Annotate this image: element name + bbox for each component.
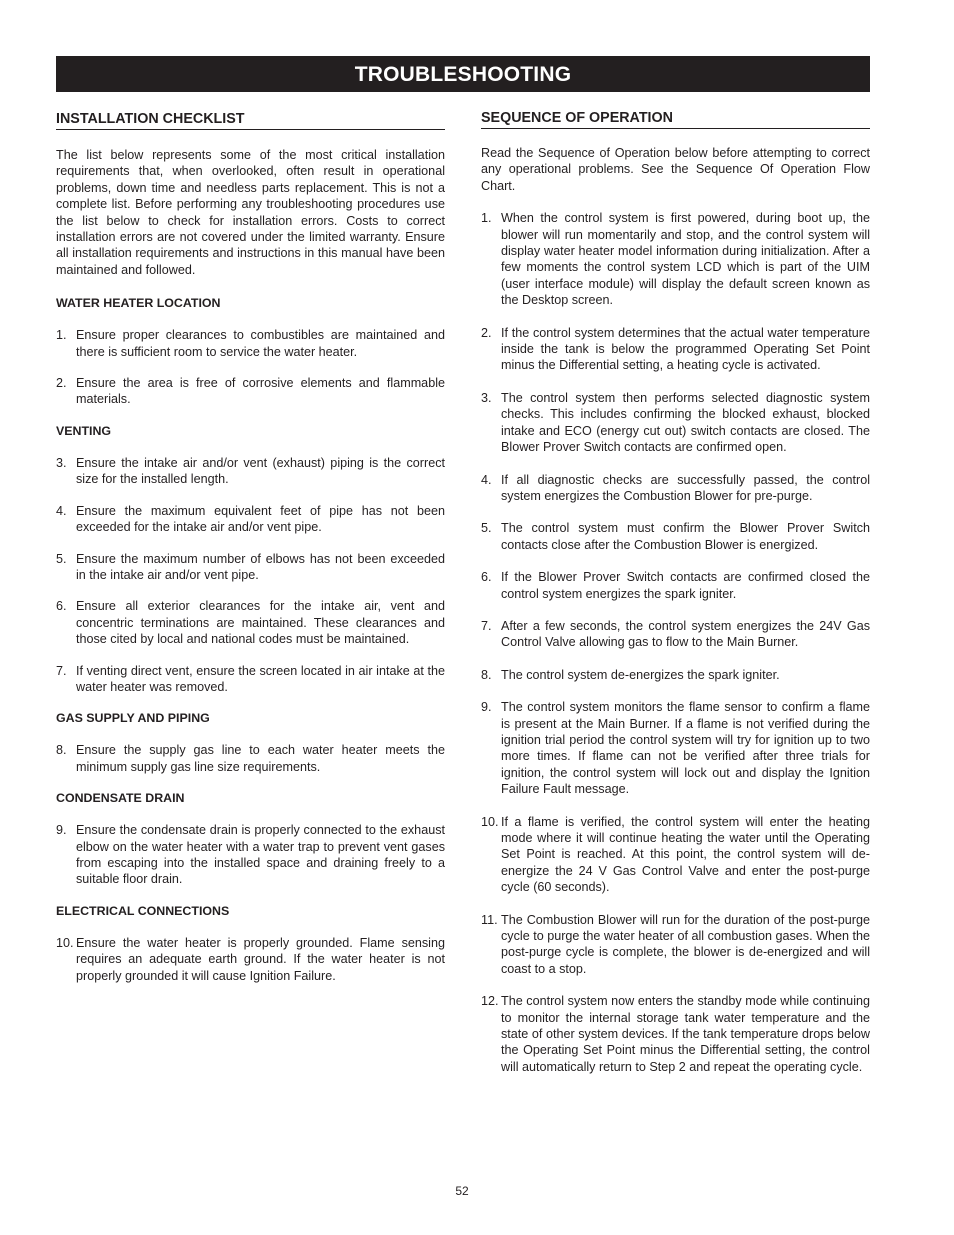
page-title: TROUBLESHOOTING [354, 63, 572, 86]
step-number: 5. [481, 521, 492, 536]
step-text: The control system must confirm the Blower Prover Switch contacts close after the Combustion Blower is energized. [501, 521, 870, 552]
item-number: 6. [56, 599, 67, 614]
condensate-drain-heading: CONDENSATE DRAIN [56, 791, 185, 806]
item-text: Ensure the maximum number of elbows has not been exceeded in the intake air and/or vent pipe. [76, 551, 445, 582]
sequence-steps-list [481, 210, 870, 1075]
item-text: Ensure the intake air and/or vent (exhaust) piping is the correct size for the installed length. [76, 455, 445, 487]
sequence-of-operation-intro: Read the Sequence of Operation below before attempting to correct any operational problems. See the Sequence Of Operation Flow Chart. [481, 146, 870, 193]
item-text: Ensure proper clearances to combustibles are maintained and there is sufficient room to service the water heater. [76, 328, 445, 359]
step-text: The control system de-energizes the spark igniter. [501, 667, 780, 682]
page-number: 52 [455, 1184, 469, 1198]
item-text: Ensure the condensate drain is properly connected to the exhaust elbow on the water heater with a water trap to prevent vent gases from escaping into the installed space and draining freely to a suitable floor drain. [76, 823, 445, 887]
item-text: Ensure all exterior clearances for the intake air, vent and concentric terminations are maintained. These clearances and those cited by local and national codes must be maintained. [76, 599, 445, 647]
checklist-item [56, 598, 445, 647]
step-text: If the control system determines that the actual water temperature inside the tank is below the programmed Operating Set Point minus the Differential setting, a heating cycle is activated. [501, 325, 870, 373]
step-text: If all diagnostic checks are successfully passed, the control system energizes the Combustion Blower for pre-purge. [501, 472, 870, 503]
item-text: Ensure the supply gas line to each water heater meets the minimum supply gas line size requirements. [76, 743, 445, 774]
step-text: If the Blower Prover Switch contacts are confirmed closed the control system energizes the spark igniter. [501, 570, 870, 601]
step-number: 2. [481, 325, 492, 340]
step-text: If a flame is verified, the control system will enter the heating mode where it will continue heating the water until the Operating Set Point is reached. At this point, the control system will de-energize the 24 V Gas Control Valve and enter the post-purge cycle (60 seconds). [501, 814, 870, 895]
checklist-item [56, 455, 445, 488]
venting-heading: VENTING [56, 423, 112, 438]
item-number: 2. [56, 376, 67, 391]
checklist-item [56, 503, 445, 536]
sequence-step [481, 814, 870, 896]
step-number: 10. [481, 814, 499, 829]
sequence-of-operation-column [481, 110, 870, 1075]
sequence-of-operation-heading: SEQUENCE OF OPERATION [481, 110, 870, 129]
item-number: 9. [56, 823, 67, 838]
item-number: 1. [56, 328, 67, 343]
item-number: 7. [56, 663, 67, 678]
step-number: 6. [481, 570, 492, 585]
page-title-bar [56, 56, 870, 92]
item-text: Ensure the water heater is properly grounded. Flame sensing requires an adequate earth ground. If the water heater is not properly grounded it will cause Ignition Failure. [76, 935, 445, 983]
sequence-step [481, 618, 870, 651]
item-text: If venting direct vent, ensure the screen located in air intake at the water heater was removed. [76, 663, 445, 694]
condensate-drain-list [56, 822, 445, 888]
checklist-item [56, 663, 445, 696]
checklist-item [56, 551, 445, 584]
step-text: After a few seconds, the control system energizes the 24V Gas Control Valve allowing gas to flow to the Main Burner. [501, 618, 870, 650]
step-number: 8. [481, 667, 492, 682]
step-number: 12. [481, 994, 499, 1009]
sequence-step [481, 912, 870, 978]
step-text: The Combustion Blower will run for the duration of the post-purge cycle to purge the water heater of all combustion gases. When the post-purge cycle is complete, the blower is de-energized and will coast to a stop. [501, 912, 870, 976]
step-number: 11. [481, 912, 498, 927]
sequence-step [481, 520, 870, 553]
item-number: 4. [56, 503, 67, 518]
item-number: 10. [56, 935, 74, 950]
step-text: The control system then performs selected diagnostic system checks. This includes confirming the blocked exhaust, blocked intake and ECO (energy cut out) switch contacts are closed. The Blower Prover Switch contacts are confirmed open. [501, 390, 870, 455]
step-number: 4. [481, 472, 492, 487]
sequence-step [481, 569, 870, 602]
installation-checklist-column [56, 110, 445, 984]
sequence-step [481, 472, 870, 505]
step-number: 3. [481, 390, 492, 405]
step-number: 7. [481, 618, 492, 633]
item-number: 3. [56, 455, 67, 470]
installation-checklist-heading: INSTALLATION CHECKLIST [56, 111, 445, 130]
water-heater-location-heading: WATER HEATER LOCATION [56, 296, 221, 311]
sequence-step [481, 210, 870, 308]
item-number: 5. [56, 551, 67, 566]
sequence-step [481, 699, 870, 797]
item-number: 8. [56, 743, 67, 758]
installation-checklist-intro: The list below represents some of the most critical installation requirements that, when overlooked, often result in operational problems, down time and needless parts replacement. This is not a complete list. Before performing any troubleshooting procedures use the list below to check for installation errors. Costs to correct installation errors are not covered under the limited warranty. Ensure all installation requirements and instructions in this manual have been maintained and followed. [56, 148, 445, 277]
checklist-item [56, 327, 445, 360]
item-text: Ensure the area is free of corrosive elements and flammable materials. [76, 376, 445, 407]
step-text: The control system now enters the standby mode while continuing to monitor the internal storage tank water temperature and the state of other system devices. If the tank temperature drops below the Operating Set Point minus the Differential setting, the control will automatically return to Step 2 and repeat the operating cycle. [501, 994, 870, 1074]
item-text: Ensure the maximum equivalent feet of pipe has not been exceeded for the intake air and/or vent pipe. [76, 503, 445, 535]
sequence-step [481, 993, 870, 1075]
checklist-item [56, 375, 445, 408]
step-number: 9. [481, 700, 492, 715]
sequence-step [481, 325, 870, 374]
step-text: When the control system is first powered, during boot up, the blower will run momentarily and stop, and the control system will display water heater model information during initialization. After a few moments the control system LCD which is part of the UIM (user interface module) will display the default screen known as the Desktop screen. [501, 211, 870, 308]
step-text: The control system monitors the flame sensor to confirm a flame is present at the Main Burner. If a flame is not verified during the ignition trial period the control system will try for ignition up to two more times. If flame can not be verified after three trials for ignition, the control system will lock out and display the Ignition Failure Fault message. [501, 700, 870, 797]
gas-supply-list [56, 742, 445, 775]
water-heater-location-list [56, 327, 445, 408]
sequence-step [481, 390, 870, 456]
checklist-item [56, 935, 445, 984]
checklist-item [56, 742, 445, 775]
checklist-item [56, 822, 445, 888]
sequence-step [481, 667, 870, 683]
step-number: 1. [481, 211, 492, 226]
gas-supply-heading: GAS SUPPLY AND PIPING [56, 711, 210, 726]
electrical-connections-heading: ELECTRICAL CONNECTIONS [56, 903, 230, 918]
venting-list [56, 455, 445, 695]
electrical-connections-list [56, 935, 445, 984]
